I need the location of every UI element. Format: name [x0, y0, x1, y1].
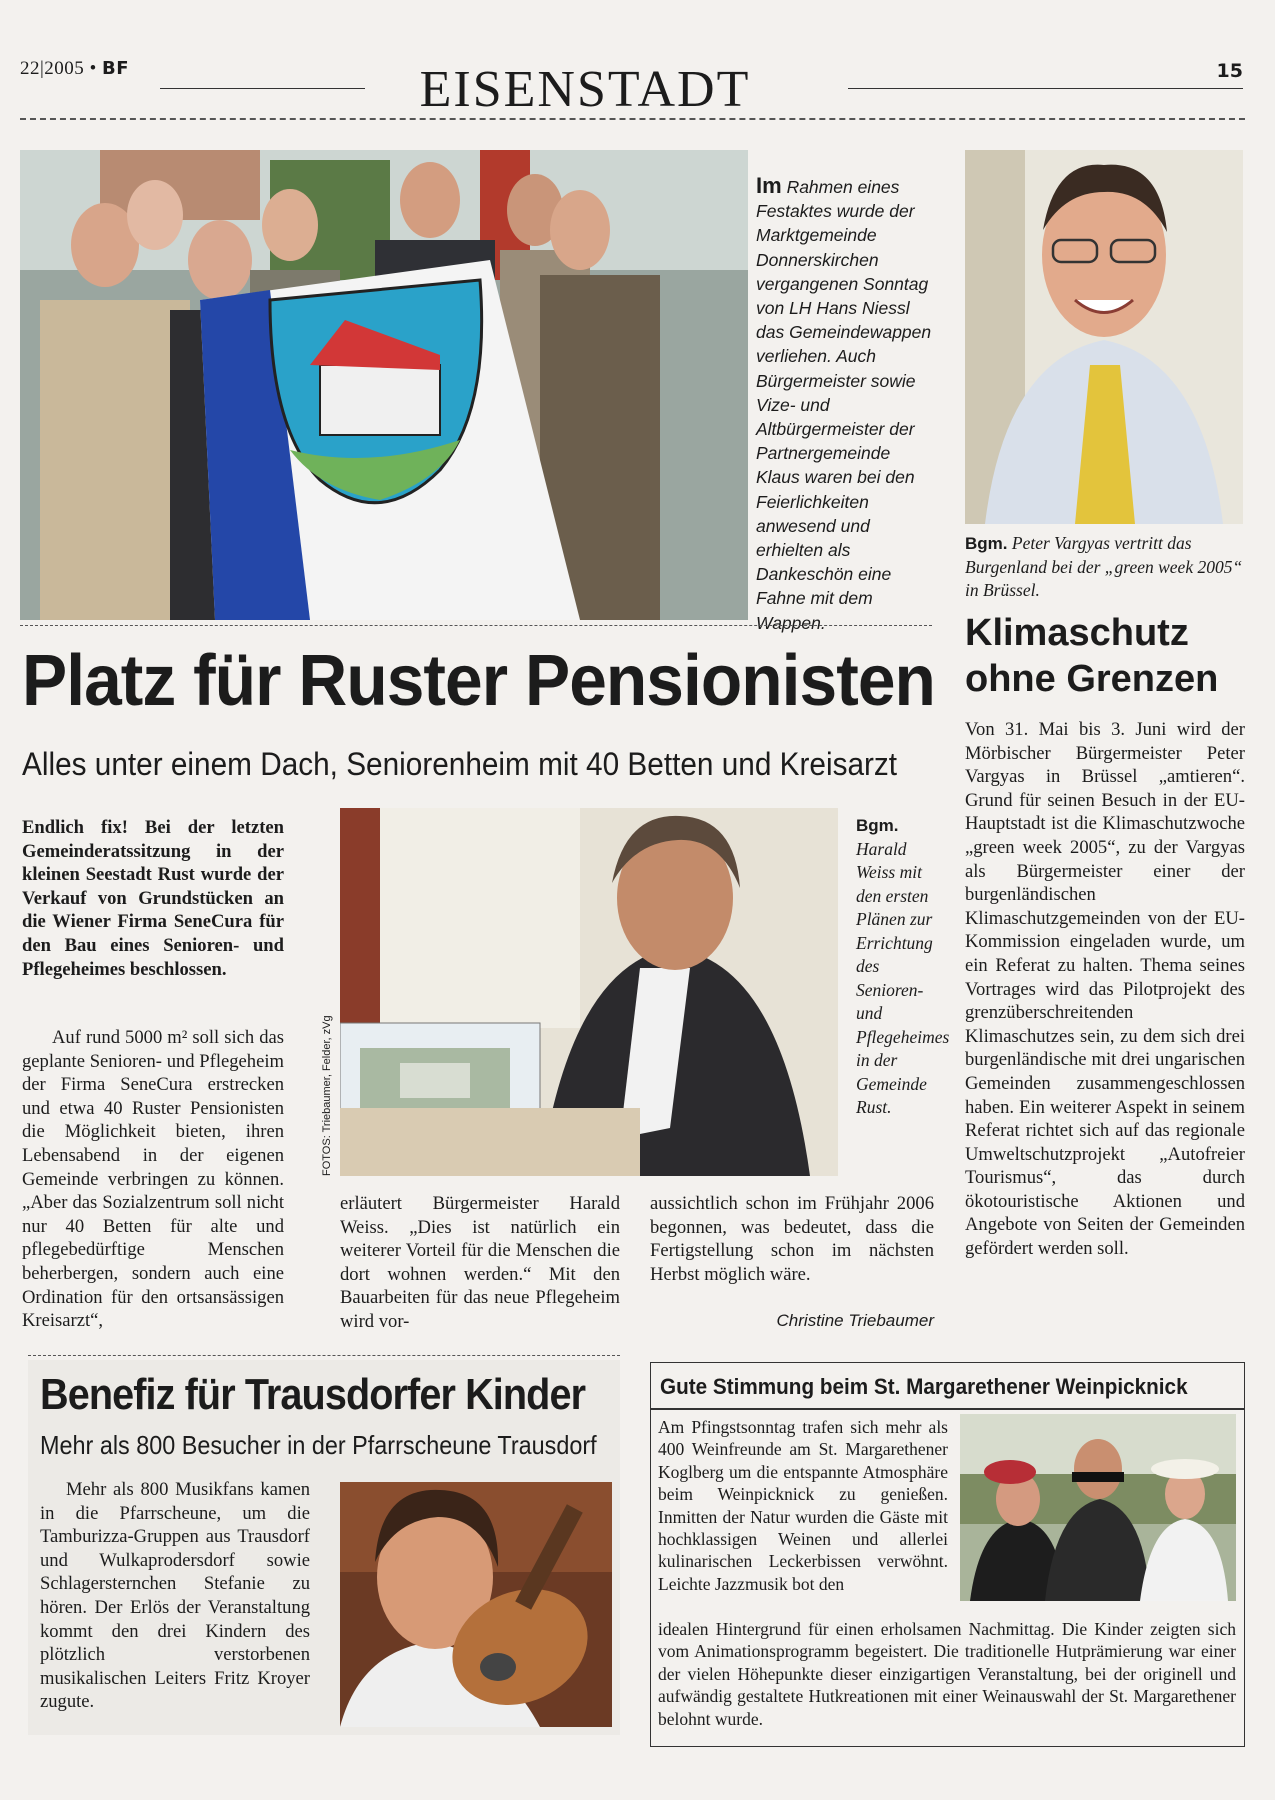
photo-tamburizza-musician: [340, 1482, 612, 1727]
header-rule-right: [848, 88, 1243, 89]
harald-weiss-caption-lead: Bgm.: [856, 816, 899, 835]
klimaschutz-body: Von 31. Mai bis 3. Juni wird der Mörbischer Bürgermeister Peter Vargyas in Brüssel „amtieren“. Grund für seinen Besuch in der EU-Hauptstadt ist die Klimaschutzwoche „green week 2005“, zu der Vargyas als Bürgermeister einer der burgenländischen Klimaschutzgemeinden von der EU-Kommission eingeladen wurde, um ein Referat zu halten. Thema seines Vortrages wird das Pilotprojekt des grenzüberschreitenden Klimaschutzes sein, zu dem sich drei burgenländische mit drei ungarischen Gemeinden zusammengeschlossen haben. Ein weiterer Aspekt in seinem Referat richtet sich auf das regionale Umweltschutzprojekt „Autofreier Tourismus“, das durch ökotouristische Aktionen und Angebote von Seiten der Gemeinden gefördert werden soll.: [965, 719, 1245, 1260]
header-dashed-divider: [20, 118, 1245, 120]
klimaschutz-headline-1: Klimaschutz: [965, 612, 1189, 654]
main-article-author: Christine Triebaumer: [776, 1311, 934, 1330]
weinpicknick-rule: [650, 1408, 1245, 1410]
harald-weiss-caption: [856, 814, 950, 1120]
photo-weinpicknick-guests: [960, 1414, 1236, 1601]
top-photo-caption: [756, 174, 936, 635]
benefiz-headline: Benefiz für Trausdorfer Kinder: [40, 1370, 586, 1419]
photo-harald-weiss: [340, 808, 838, 1176]
issue-line: 22|2005 • BF: [20, 58, 129, 79]
main-article-lead: Endlich fix! Bei der letzten Gemeinderatssitzung in der kleinen Seestadt Rust wurde der Verkauf von Grundstücken an die Wiener Firma SeneCura für den Bau eines Senioren- und Pflegeheimes beschlossen.: [22, 817, 284, 980]
top-photo-caption-text: Rahmen eines Festaktes wurde der Marktgemeinde Donnerskirchen vergangenen Sonntag von LH Hans Niessl das Gemeindewappen verliehen. Auch Bürgermeister sowie Vize- und Altbürgermeister der Partnergemeinde Klaus waren bei den Feierlichkeiten anwesend und erhielten als Dankeschön eine Fahne mit dem Wappen.: [756, 177, 932, 633]
benefiz-body: Mehr als 800 Musikfans kamen in die Pfarrscheune, um die Tamburizza-Gruppen aus Trausdorf und Wulkaprodersdorf sowie Schlagersternchen Stefanie zu hören. Der Erlös der Veranstaltung kommt den drei Kindern des plötzlich verstorbenen musikalischen Leiters Fritz Kroyer zugute.: [40, 1479, 310, 1713]
weinpicknick-body-bottom: idealen Hintergrund für einen erholsamen Nachmittag. Die Kinder zeigten sich vom Animationsprogramm begeistert. Die traditionelle Hutprämierung war einer der vielen Höhepunkte dieser einzigartigen Veranstaltung, bei der originell und aufwändig gestaltete Hutkreationen mit einer Weinauswahl der St. Margarethener belohnt wurde.: [658, 1619, 1236, 1729]
main-headline-divider: [20, 625, 932, 626]
header-rule-left: [160, 88, 365, 89]
weinpicknick-body-top: Am Pfingstsonntag trafen sich mehr als 400 Weinfreunde am St. Margarethener Koglberg um die entspannte Atmosphäre beim Weinpicknick zu genießen. Inmitten der Natur wurden die Gäste mit hochklassigen Weinen und allerlei kulinarischen Leckerbissen verwöhnt. Leichte Jazzmusik bot den: [658, 1417, 948, 1594]
photo-donnerskirchen-flag: [20, 150, 748, 620]
main-headline: Platz für Ruster Pensionisten: [22, 641, 935, 721]
vargyas-caption-lead: Bgm.: [965, 534, 1008, 553]
main-article-col3: aussichtlich schon im Frühjahr 2006 begonnen, was bedeutet, dass die Fertigstellung schon im nächsten Herbst möglich wäre.: [650, 1193, 934, 1285]
main-article-col1: Auf rund 5000 m² soll sich das geplante Senioren- und Pflegeheim der Firma SeneCura erstrecken und etwa 40 Ruster Pensionisten die Möglichkeit bieten, ihren Lebensabend in der eigenen Gemeinde verbringen zu können. „Aber das Sozialzentrum soll nicht nur 40 Betten für alte und pflegebedürftige Menschen beherbergen, sondern auch eine Ordination für den ortsansässigen Kreisarzt“,: [22, 1027, 284, 1332]
publication-name: BF: [101, 58, 129, 79]
section-title: EISENSTADT: [419, 61, 751, 118]
photo-peter-vargyas: [965, 150, 1243, 524]
main-subheadline: Alles unter einem Dach, Seniorenheim mit 40 Betten und Kreisarzt: [22, 746, 898, 782]
benefiz-divider: [28, 1355, 620, 1356]
top-photo-caption-lead: Im: [756, 173, 782, 198]
klimaschutz-headline-2: ohne Grenzen: [965, 658, 1219, 700]
main-article-col2: erläutert Bürgermeister Harald Weiss. „Dies ist natürlich ein weiterer Vorteil für die Menschen die dort wohnen werden.“ Mit den Bauarbeiten für das neue Pflegeheim wird vor-: [340, 1193, 620, 1332]
issue-number: 22|2005: [20, 58, 85, 79]
page-number: 15: [1216, 60, 1243, 82]
weinpicknick-headline: Gute Stimmung beim St. Margarethener Weinpicknick: [660, 1374, 1188, 1399]
vargyas-caption-text: Peter Vargyas vertritt das Burgenland bei der „green week 2005“ in Brüssel.: [965, 533, 1243, 600]
harald-weiss-caption-text: Harald Weiss mit den ersten Plänen zur Errichtung des Senioren- und Pflegeheimes in der Gemeinde Rust.: [856, 838, 950, 1117]
benefiz-subheadline: Mehr als 800 Besucher in der Pfarrscheune Trausdorf: [40, 1430, 597, 1460]
vargyas-caption: [965, 532, 1245, 603]
photo-credit: FOTOS: Triebaumer, Felder, zVg: [321, 1015, 333, 1176]
